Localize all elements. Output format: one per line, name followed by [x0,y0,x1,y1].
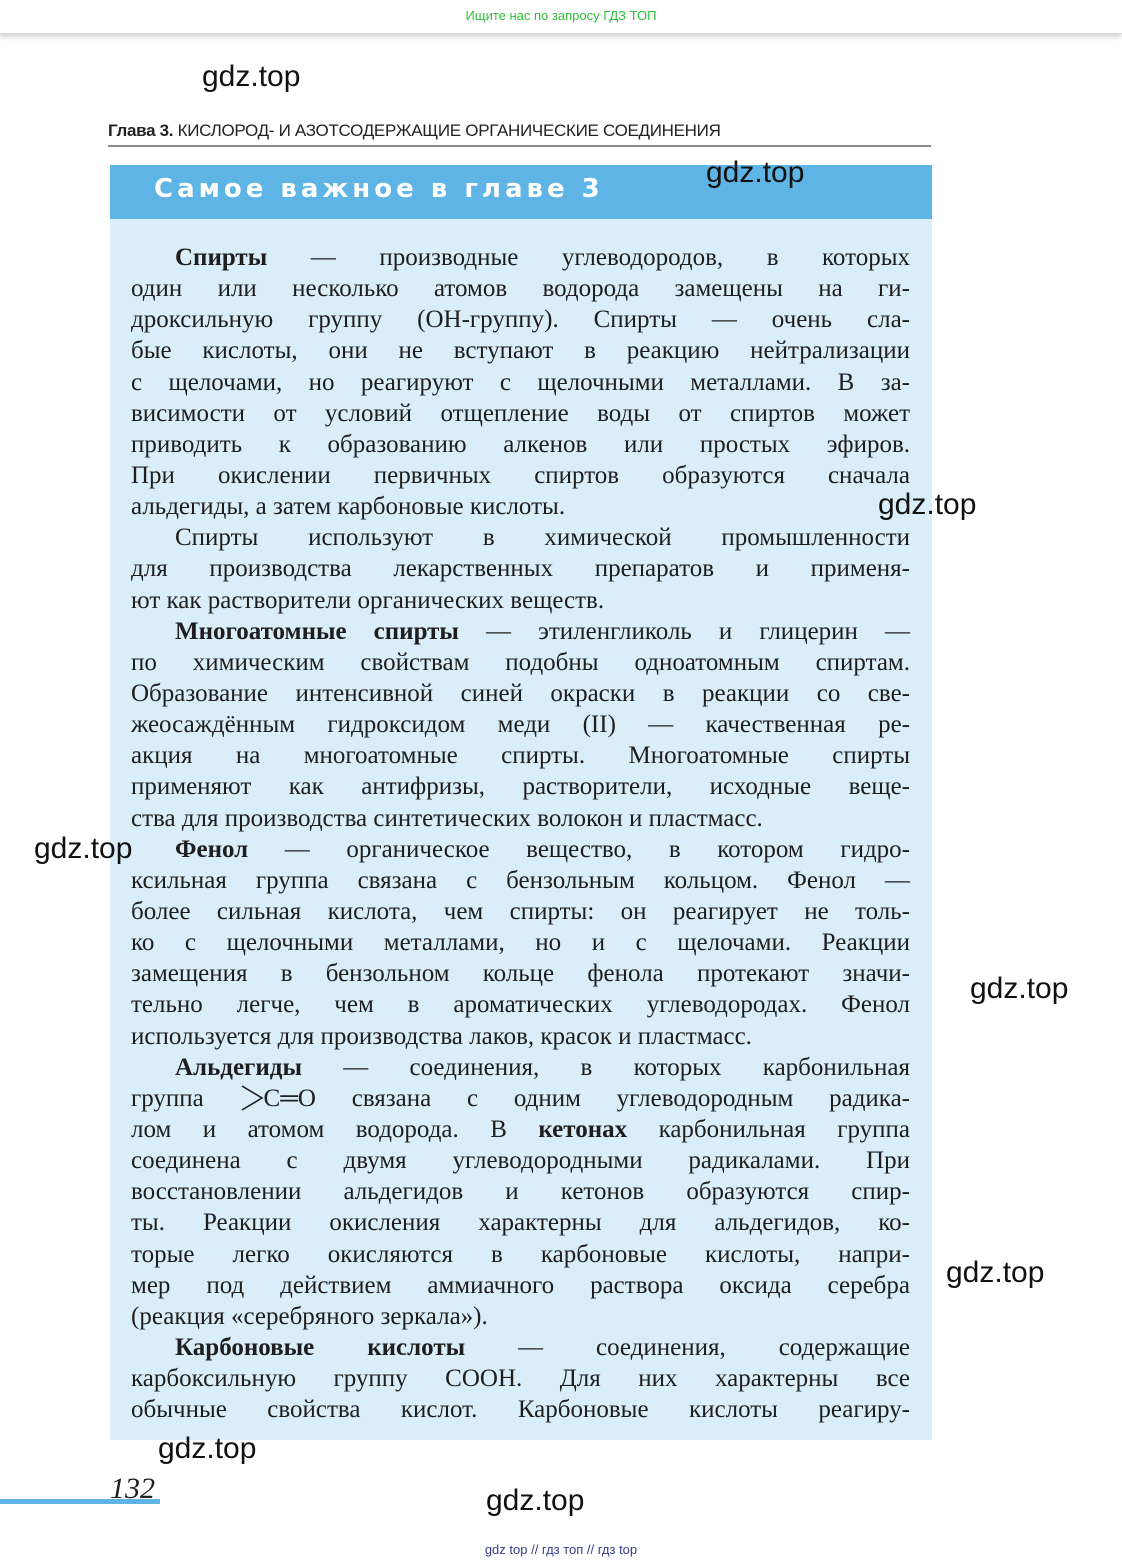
text-line: бые кислоты, они не вступают в реакцию нейтрализации [131,337,910,365]
text-line: тельно легче, чем в ароматических углеводородах. Фенол [131,991,910,1019]
text-line: ко с щелочными металлами, но и с щелочами. Реакции [131,929,910,957]
text-line: применяют как антифризы, растворители, исходные веще- [131,773,910,801]
term: Карбоновые кислоты [175,1333,466,1361]
text-line: акция на многоатомные спирты. Многоатомные спирты [131,742,910,770]
text-line: ты. Реакции окисления характерны для альдегидов, ко- [131,1209,910,1237]
watermark: gdz.top [878,488,977,521]
text-line: используется для производства лаков, красок и пластмасс. [131,1022,752,1050]
chapter-number: Глава 3. [108,121,174,140]
watermark: gdz.top [946,1256,1045,1289]
term: Многоатомные спирты [175,617,459,645]
bottom-links[interactable]: gdz top // гдз топ // гдз top [484,1542,638,1557]
text-line: лом и атомом водорода. В кетонах карбонильная группа [131,1115,910,1143]
text-line: ксильная группа связана с бензольным кольцом. Фенол — [131,866,910,894]
text-line: группа C═O связана с одним углеводородным радика- [131,1084,910,1112]
text-line: Образование интенсивной синей окраски в реакции со све- [131,679,910,707]
watermark: gdz.top [706,156,805,189]
chapter-title: КИСЛОРОД- И АЗОТСОДЕРЖАЩИЕ ОРГАНИЧЕСКИЕ СОЕДИНЕНИЯ [173,121,721,140]
text-line: с щелочами, но реагируют с щелочными металлами. В за- [131,368,910,396]
text-line: по химическим свойствам подобны одноатомным спиртам. [131,648,910,676]
text-line: мер под действием аммиачного раствора оксида серебра [131,1271,910,1299]
carbonyl-group: C═O [263,1084,316,1112]
text-line: Спирты — производные углеводородов, в которых [175,244,910,271]
text-line: соединена с двумя углеводородными радикалами. При [131,1147,910,1175]
term: кетонах [538,1115,628,1143]
header-divider [108,145,931,147]
text-line: карбоксильную группу СООН. Для них характерны все [131,1365,910,1393]
term: Альдегиды [175,1053,302,1081]
text-line: Карбоновые кислоты — соединения, содержащие [175,1333,910,1361]
text-line: (реакция «серебряного зеркала»). [131,1302,488,1330]
text-line: Спирты используют в химической промышленности [175,524,910,552]
text-line: торые легко окисляются в карбоновые кислоты, напри- [131,1240,910,1268]
term: Спирты [175,244,268,271]
term: Фенол [175,835,249,863]
text-line: Фенол — органическое вещество, в котором гидро- [175,835,910,863]
page-number: 132 [110,1472,155,1505]
text-line: альдегиды, а затем карбоновые кислоты. [131,493,566,521]
carbonyl-bond-icon [240,1083,264,1113]
text-line: восстановлении альдегидов и кетонов образуются спир- [131,1178,910,1206]
summary-text [131,242,910,1425]
summary-title-bar [110,165,932,219]
text-line: ют как растворители органических веществ. [131,586,605,614]
text-line: для производства лекарственных препаратов и применя- [131,555,910,583]
text-line: ства для производства синтетических волокон и пластмасс. [131,804,763,832]
text-line: приводить к образованию алкенов или простых эфиров. [131,430,910,458]
text-line: один или несколько атомов водорода замещены на ги- [131,275,910,303]
text-line: дроксильную группу (ОН-группу). Спирты — очень сла- [131,306,910,334]
top-banner-text: Ищите нас по запросу ГДЗ ТОП [465,8,657,23]
text-line: Альдегиды — соединения, в которых карбонильная [175,1053,910,1081]
top-banner [0,0,1122,34]
text-line: При окислении первичных спиртов образуются сначала [131,461,910,489]
text-line: замещения в бензольном кольце фенола протекают значи- [131,960,910,988]
text-line: висимости от условий отщепление воды от спиртов может [131,399,910,427]
watermark: gdz.top [158,1432,257,1465]
watermark: gdz.top [970,972,1069,1005]
watermark: gdz.top [202,60,301,93]
watermark: gdz.top [486,1484,585,1517]
text-line: обычные свойства кислот. Карбоновые кислоты реагиру- [131,1396,910,1424]
chapter-header [108,121,928,141]
summary-title: Самое важное в главе 3 [154,174,604,204]
watermark: gdz.top [34,832,133,865]
text-line: Многоатомные спирты — этиленгликоль и глицерин — [175,617,910,645]
text-line: жеосаждённым гидроксидом меди (II) — качественная ре- [131,711,910,739]
text-line: более сильная кислота, чем спирты: он реагирует не толь- [131,897,910,925]
